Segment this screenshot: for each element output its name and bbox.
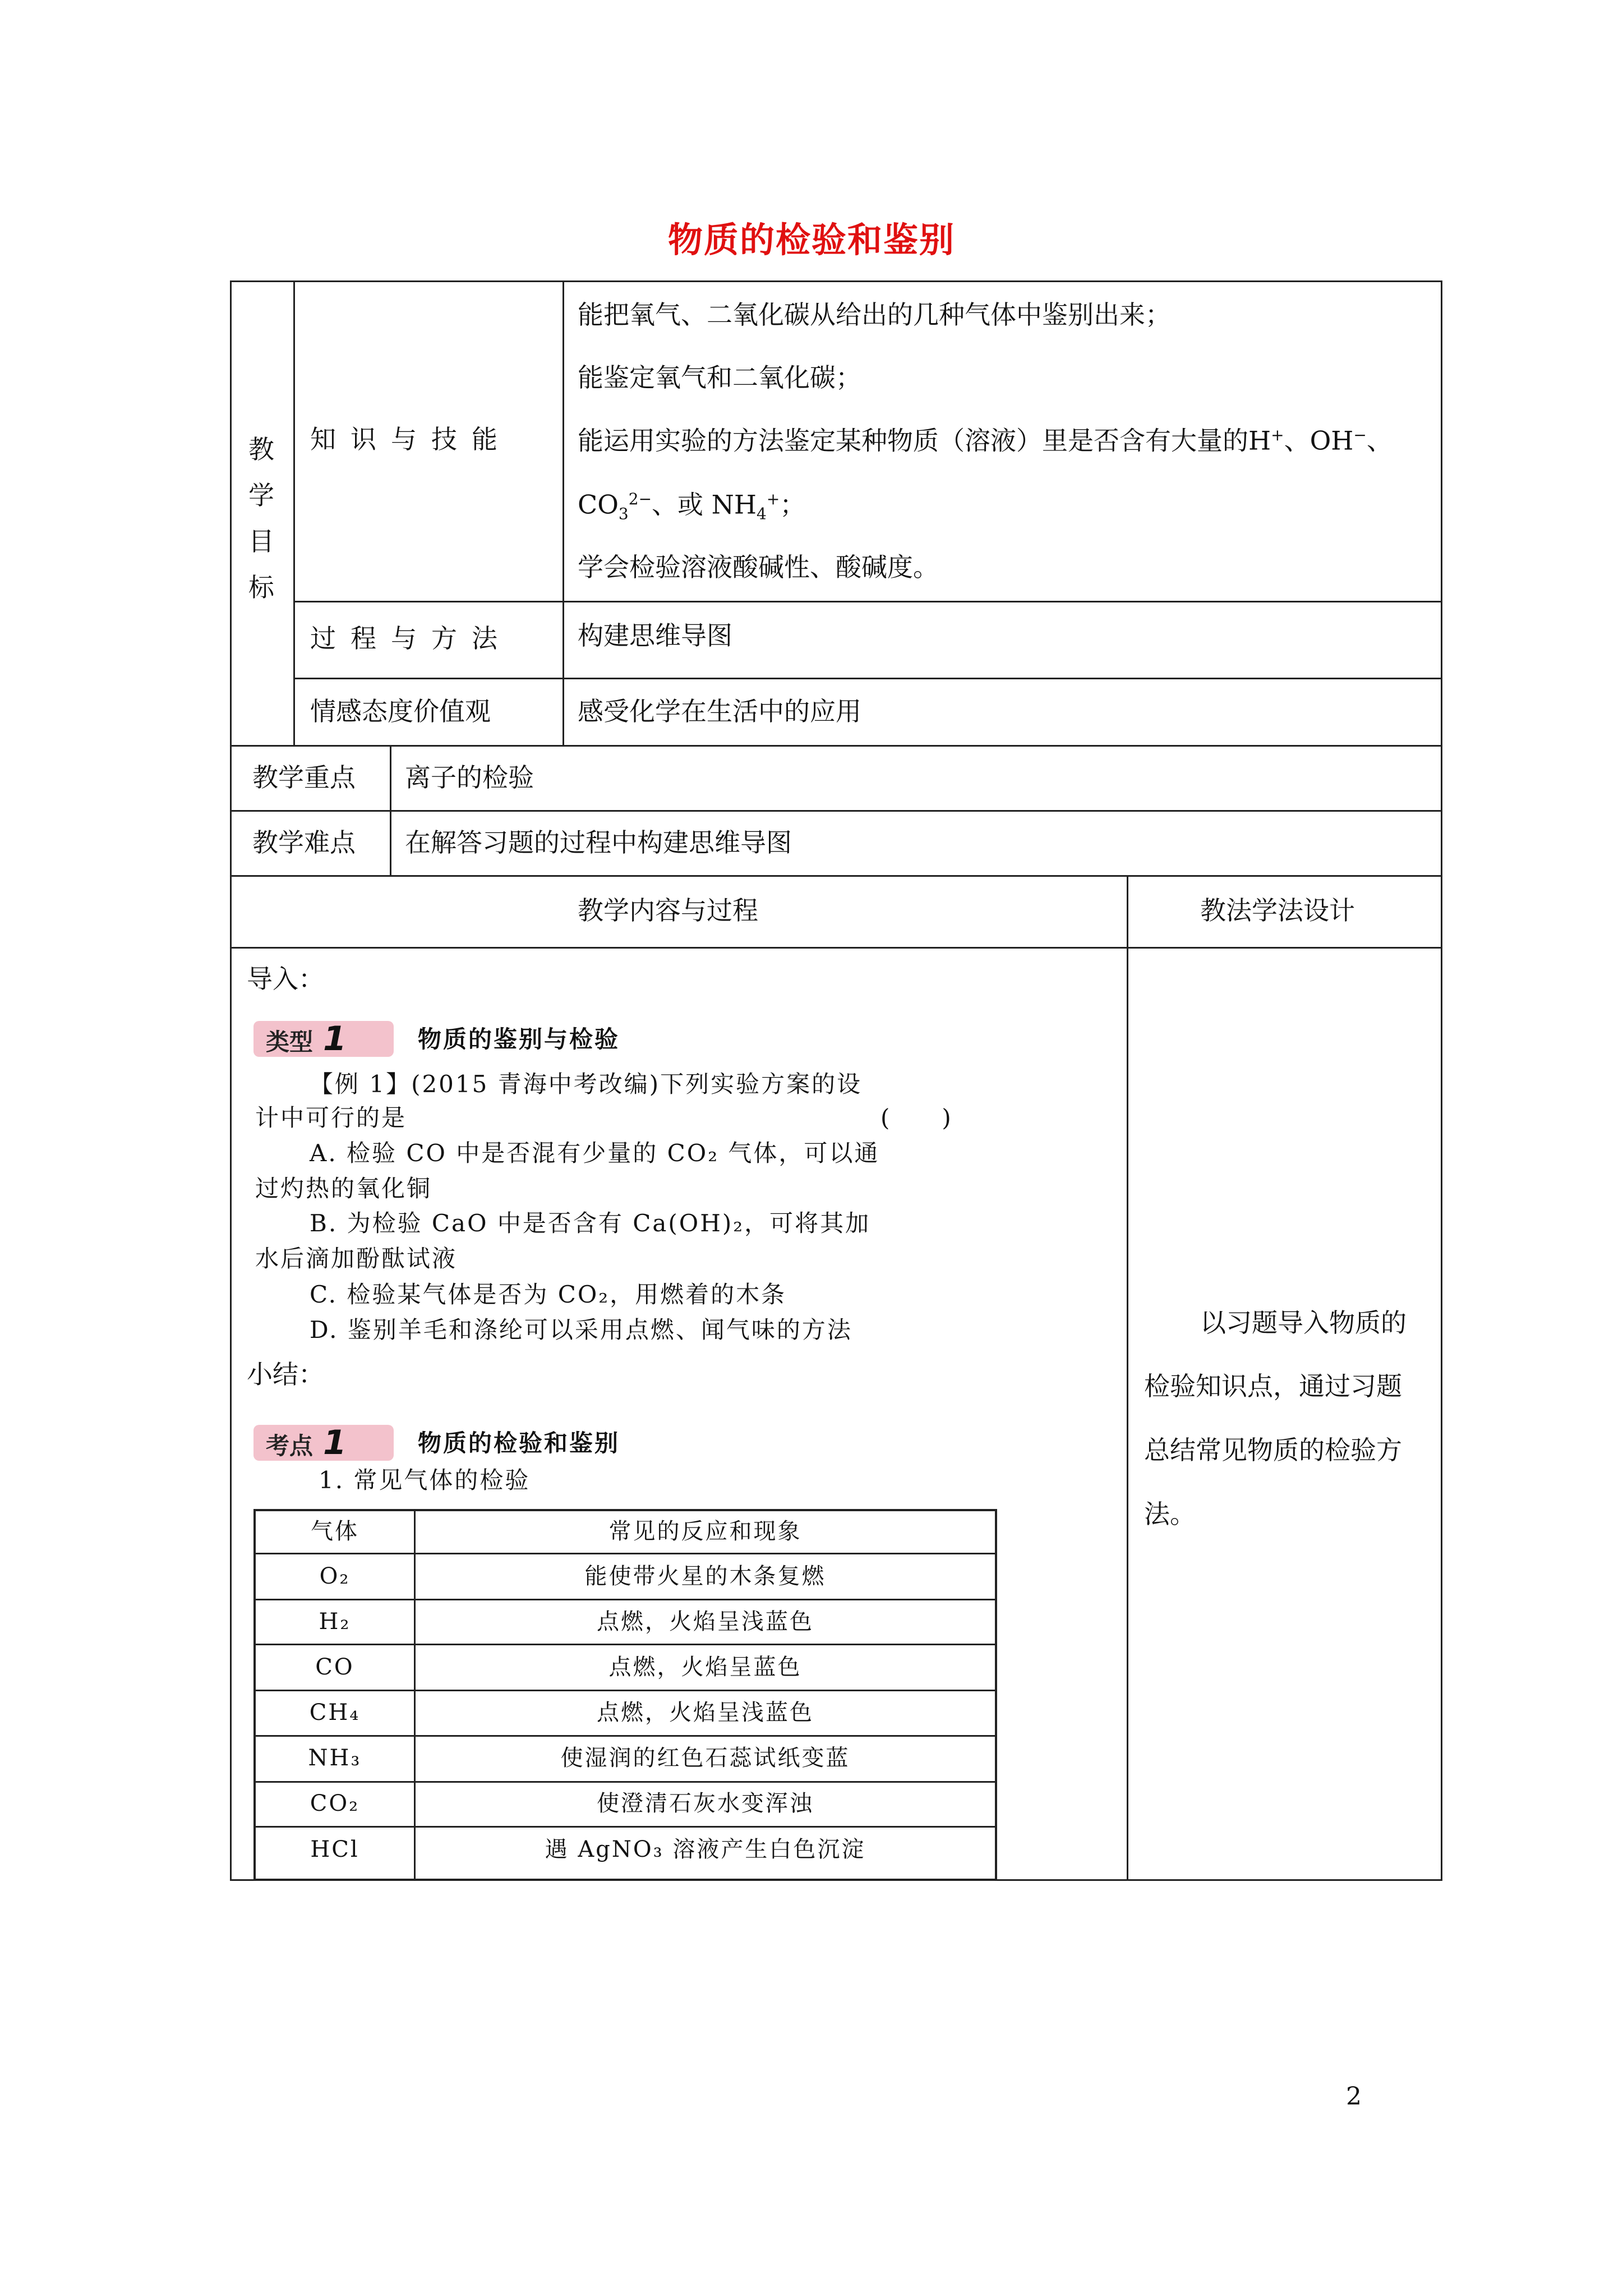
example-line-1: 【例 1】(2015 青海中考改编)下列实验方案的设 bbox=[310, 1070, 863, 1098]
gas-name: NH₃ bbox=[308, 1745, 362, 1771]
gas-row-divider bbox=[253, 1553, 997, 1554]
row-divider bbox=[230, 947, 1442, 949]
content-header: 教学内容与过程 bbox=[578, 895, 758, 926]
col-divider bbox=[293, 280, 295, 746]
answer-bracket: ( ) bbox=[880, 1104, 953, 1131]
knowledge-label: 知识与技能 bbox=[310, 424, 512, 454]
process-label: 过程与方法 bbox=[310, 623, 512, 654]
gas-name: O₂ bbox=[319, 1563, 351, 1589]
method-line-2: 检验知识点，通过习题 bbox=[1144, 1371, 1402, 1401]
objective-line-2: 能鉴定氧气和二氧化碳； bbox=[578, 362, 861, 393]
row-divider bbox=[230, 810, 1442, 812]
gas-phenomenon: 点燃，火焰呈蓝色 bbox=[608, 1654, 802, 1680]
gas-name: CH₄ bbox=[309, 1700, 361, 1726]
type-title: 物质的鉴别与检验 bbox=[418, 1025, 620, 1053]
gas-phenomenon: 遇 AgNO₃ 溶液产生白色沉淀 bbox=[545, 1837, 866, 1862]
col-divider bbox=[390, 745, 391, 876]
col-divider bbox=[562, 280, 564, 746]
option-a-line-1: A. 检验 CO 中是否混有少量的 CO₂ 气体，可以通 bbox=[310, 1139, 880, 1167]
objective-line-5: 学会检验溶液酸碱性、酸碱度。 bbox=[578, 552, 939, 582]
key-point-value: 离子的检验 bbox=[405, 762, 534, 793]
method-line-4: 法。 bbox=[1144, 1499, 1196, 1529]
gas-name: CO₂ bbox=[310, 1791, 360, 1816]
gas-phenomenon: 使湿润的红色石蕊试纸变蓝 bbox=[560, 1745, 850, 1771]
emotion-label: 情感态度价值观 bbox=[310, 696, 491, 726]
gas-row-divider bbox=[253, 1735, 997, 1737]
gas-row-divider bbox=[253, 1690, 997, 1691]
gas-header-gas: 气体 bbox=[311, 1519, 359, 1544]
gas-row-divider bbox=[253, 1599, 997, 1600]
example-line-2: 计中可行的是 bbox=[255, 1104, 407, 1131]
option-a-line-2: 过灼热的氧化铜 bbox=[255, 1175, 432, 1202]
gas-row-divider bbox=[253, 1781, 997, 1783]
intro-label: 导入： bbox=[247, 964, 324, 994]
option-b-line-2: 水后滴加酚酞试液 bbox=[255, 1245, 458, 1272]
gas-name: HCl bbox=[310, 1837, 359, 1862]
gas-phenomenon: 能使带火星的木条复燃 bbox=[584, 1563, 826, 1589]
objective-line-3: 能运用实验的方法鉴定某种物质（溶液）里是否含有大量的H+、OH−、 bbox=[578, 425, 1393, 456]
gas-row-divider bbox=[253, 1826, 997, 1828]
objective-line-4: $CO_3^{2-}$、或 $NH_4^+$； bbox=[578, 489, 806, 523]
gas-phenomenon: 点燃，火焰呈浅蓝色 bbox=[597, 1609, 814, 1635]
row-divider bbox=[230, 875, 1442, 877]
gas-name: CO bbox=[315, 1654, 354, 1680]
objective-line-1: 能把氧气、二氧化碳从给出的几种气体中鉴别出来； bbox=[578, 300, 1171, 330]
gas-phenomenon: 使澄清石灰水变浑浊 bbox=[597, 1791, 814, 1816]
row-divider bbox=[230, 745, 1442, 747]
difficulty-label: 教学难点 bbox=[252, 827, 356, 858]
gas-name: H₂ bbox=[319, 1609, 351, 1635]
summary-label: 小结： bbox=[247, 1359, 324, 1389]
gas-row-divider bbox=[253, 1644, 997, 1645]
emotion-value: 感受化学在生活中的应用 bbox=[578, 696, 861, 726]
key-point-label: 教学重点 bbox=[252, 762, 356, 793]
method-line-1: 以习题导入物质的 bbox=[1200, 1308, 1407, 1338]
page-number: 2 bbox=[1346, 2082, 1362, 2111]
row-divider bbox=[293, 601, 1442, 602]
option-b-line-1: B. 为检验 CaO 中是否含有 Ca(OH)₂，可将其加 bbox=[310, 1209, 871, 1237]
difficulty-value: 在解答习题的过程中构建思维导图 bbox=[405, 827, 792, 858]
method-line-3: 总结常见物质的检验方 bbox=[1144, 1435, 1402, 1465]
document-title: 物质的检验和鉴别 bbox=[667, 219, 955, 260]
gas-phenomenon: 点燃，火焰呈浅蓝色 bbox=[597, 1700, 814, 1726]
gas-header-phenomenon: 常见的反应和现象 bbox=[608, 1519, 802, 1544]
type-badge: 类型 1 bbox=[253, 1021, 394, 1057]
process-value: 构建思维导图 bbox=[578, 620, 732, 651]
kaodian-badge: 考点 1 bbox=[253, 1425, 394, 1461]
kaodian-title: 物质的检验和鉴别 bbox=[418, 1429, 620, 1457]
method-header: 教法学法设计 bbox=[1200, 895, 1355, 926]
col-divider bbox=[1127, 875, 1128, 1881]
option-d: D. 鉴别羊毛和涤纶可以采用点燃、闻气味的方法 bbox=[310, 1316, 852, 1343]
option-c: C. 检验某气体是否为 CO₂，用燃着的木条 bbox=[310, 1281, 787, 1308]
row-divider bbox=[293, 678, 1442, 679]
objectives-label: 教 学 目 标 bbox=[248, 434, 274, 602]
subsection-title: 1. 常见气体的检验 bbox=[319, 1466, 531, 1494]
